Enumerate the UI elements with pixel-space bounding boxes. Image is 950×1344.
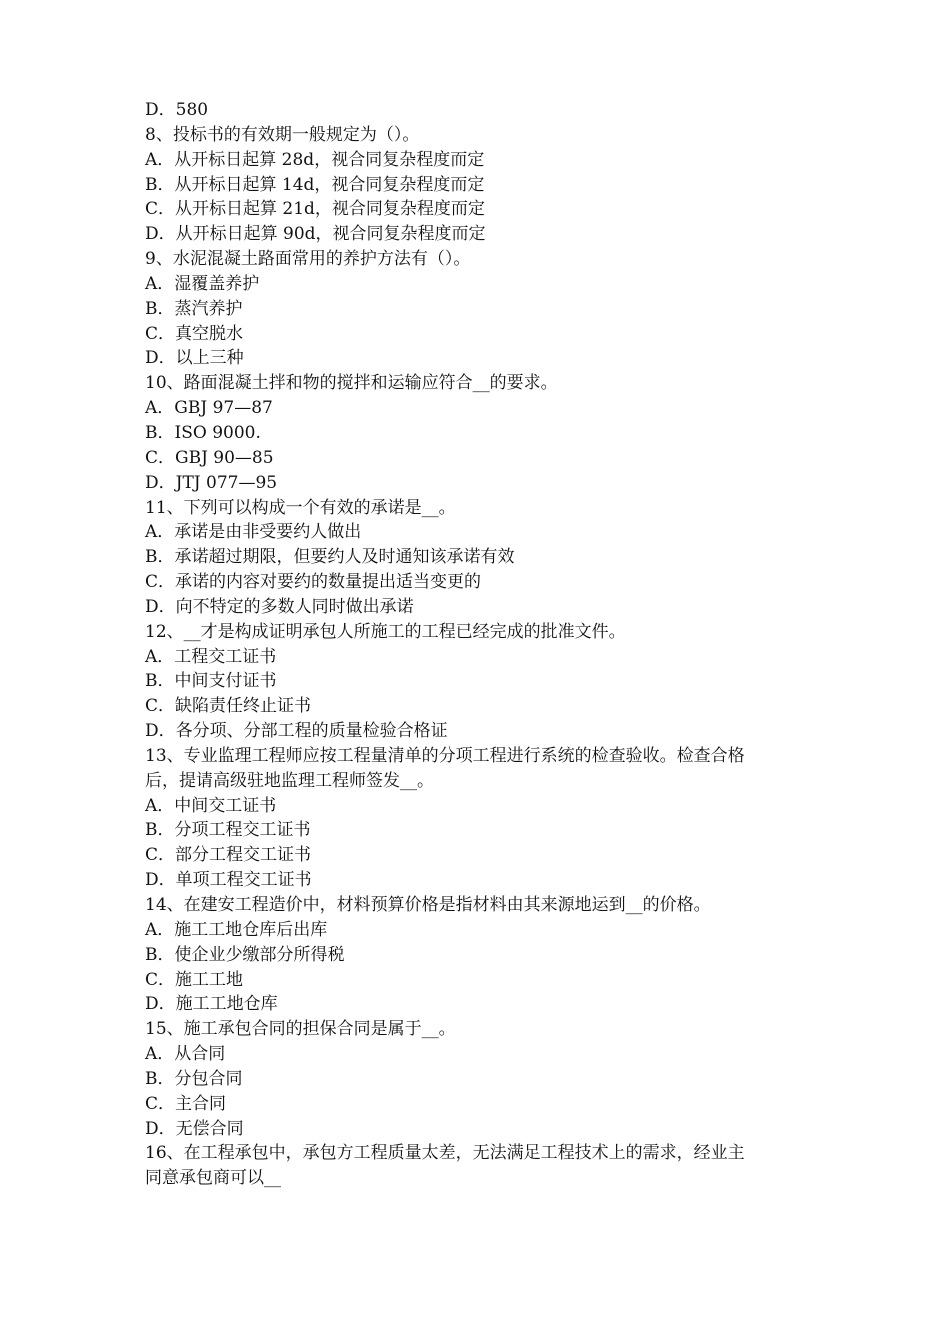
option-line: B．承诺超过期限，但要约人及时通知该承诺有效 — [145, 547, 515, 568]
option-line: D．各分项、分部工程的质量检验合格证 — [145, 721, 448, 742]
question-line-continued: 后，提请高级驻地监理工程师签发__。 — [145, 770, 434, 791]
question-line: 11、下列可以构成一个有效的承诺是__。 — [145, 497, 456, 518]
option-line: B．ISO 9000. — [145, 422, 261, 443]
question-line: 12、__才是构成证明承包人所施工的工程已经完成的批准文件。 — [145, 621, 626, 642]
option-line: D．580 — [145, 100, 209, 120]
option-line: D．JTJ 077—95 — [145, 472, 278, 493]
option-line: C．缺陷责任终止证书 — [145, 696, 312, 717]
option-line: C．主合同 — [145, 1093, 227, 1114]
option-line: A．中间交工证书 — [145, 795, 277, 816]
option-line: D．施工工地仓库 — [145, 994, 278, 1015]
option-line: C．从开标日起算 21d，视合同复杂程度而定 — [145, 199, 485, 220]
option-line: A．施工工地仓库后出库 — [145, 919, 328, 940]
question-line: 9、水泥混凝土路面常用的养护方法有（）。 — [145, 249, 471, 270]
option-line: D．单项工程交工证书 — [145, 870, 312, 891]
exam-question-list — [145, 98, 817, 1191]
question-line: 16、在工程承包中，承包方工程质量太差，无法满足工程技术上的需求，经业主 — [145, 1143, 745, 1164]
question-line: 13、专业监理工程师应按工程量清单的分项工程进行系统的检查验收。检查合格 — [145, 745, 745, 766]
question-line: 10、路面混凝土拌和物的搅拌和运输应符合__的要求。 — [145, 373, 558, 394]
option-line: A．从合同 — [145, 1044, 226, 1065]
option-line: A．从开标日起算 28d，视合同复杂程度而定 — [145, 149, 485, 170]
option-line: C．施工工地 — [145, 969, 244, 990]
question-line-continued: 同意承包商可以__ — [145, 1168, 281, 1189]
option-line: D．向不特定的多数人同时做出承诺 — [145, 596, 414, 617]
option-line: B．从开标日起算 14d，视合同复杂程度而定 — [145, 174, 485, 195]
option-line: C．真空脱水 — [145, 323, 244, 344]
option-line: D．以上三种 — [145, 348, 244, 369]
option-line: C．承诺的内容对要约的数量提出适当变更的 — [145, 572, 482, 593]
option-line: B．使企业少缴部分所得税 — [145, 944, 345, 965]
option-line: A．工程交工证书 — [145, 646, 277, 667]
option-line: B．分项工程交工证书 — [145, 820, 311, 841]
option-line: A．GBJ 97—87 — [145, 398, 273, 419]
option-line: A．承诺是由非受要约人做出 — [145, 522, 362, 543]
question-line: 14、在建安工程造价中，材料预算价格是指材料由其来源地运到__的价格。 — [145, 895, 711, 915]
option-line: C．GBJ 90—85 — [145, 447, 274, 468]
option-line: B．蒸汽养护 — [145, 298, 243, 319]
option-line: B．中间支付证书 — [145, 671, 277, 692]
question-line: 8、投标书的有效期一般规定为（）。 — [145, 124, 420, 145]
question-line: 15、施工承包合同的担保合同是属于__。 — [145, 1019, 456, 1040]
option-line: D．无偿合同 — [145, 1118, 244, 1139]
option-line: B．分包合同 — [145, 1068, 243, 1089]
option-line: C．部分工程交工证书 — [145, 845, 312, 866]
option-line: D．从开标日起算 90d，视合同复杂程度而定 — [145, 224, 486, 245]
option-line: A．湿覆盖养护 — [145, 273, 260, 294]
